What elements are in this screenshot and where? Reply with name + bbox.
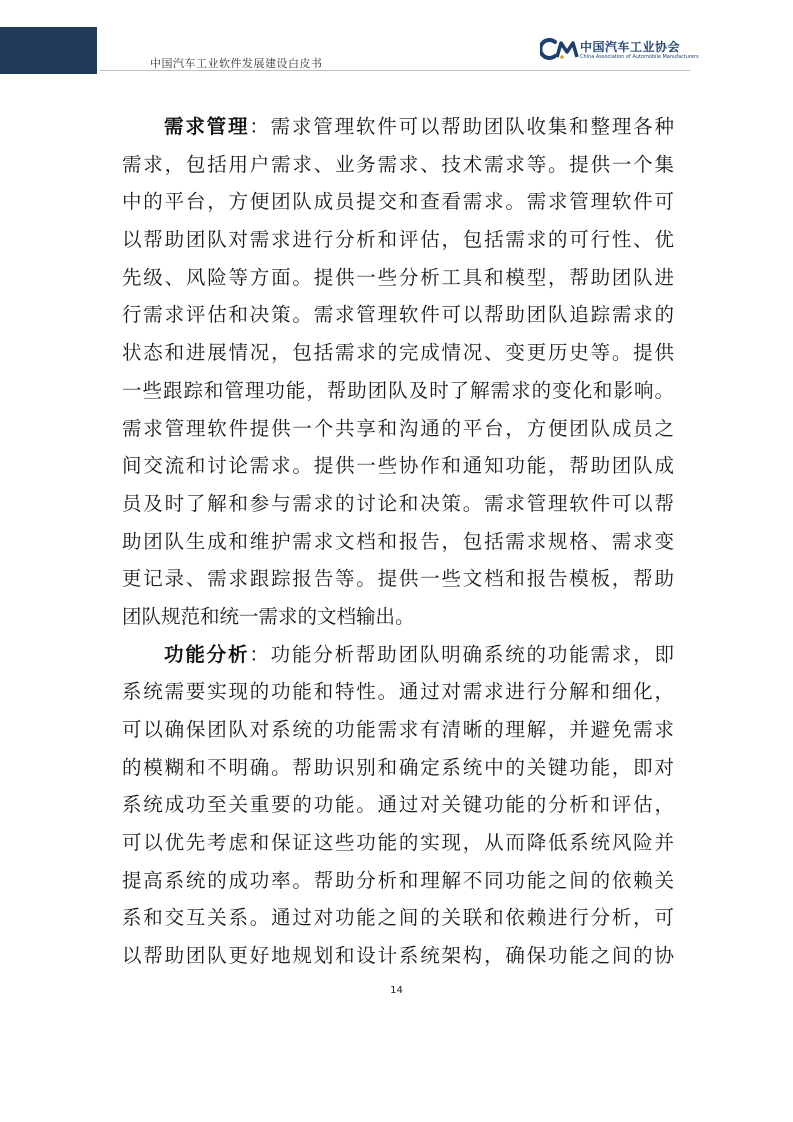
- paragraph-line: 一些跟踪和管理功能，帮助团队及时了解需求的变化和影响。: [122, 378, 674, 402]
- paragraph-line: 需求，包括用户需求、业务需求、技术需求等。提供一个集: [122, 152, 674, 176]
- paragraph-lead-term: 功能分析: [164, 642, 250, 666]
- paragraph-line: 系统成功至关重要的功能。通过对关键功能的分析和评估，: [122, 793, 674, 817]
- paragraph-line: 可以确保团队对系统的功能需求有清晰的理解，并避免需求: [122, 718, 674, 741]
- paragraph-line: 提高系统的成功率。帮助分析和理解不同功能之间的依赖关: [122, 868, 674, 892]
- logo-english-name: China Association of Automobile Manufacturers: [580, 54, 699, 60]
- logo-chinese-name: 中国汽车工业协会: [580, 40, 681, 54]
- paragraph-line: 状态和进展情况，包括需求的完成情况、变更历史等。提供: [122, 341, 674, 365]
- paragraph-line: 先级、风险等方面。提供一些分析工具和模型，帮助团队进: [122, 265, 674, 289]
- line-text: ：功能分析帮助团队明确系统的功能需求，即: [249, 642, 674, 666]
- header-corner-block: [0, 27, 97, 74]
- paragraph-line: 员及时了解和参与需求的讨论和决策。需求管理软件可以帮: [122, 491, 674, 515]
- paragraph-line: 间交流和讨论需求。提供一些协作和通知功能，帮助团队成: [122, 454, 674, 478]
- paragraph-line: 的模糊和不明确。帮助识别和确定系统中的关键功能，即对: [122, 755, 674, 779]
- paragraph-line: 需求管理软件提供一个共享和沟通的平台，方便团队成员之: [122, 416, 674, 440]
- page-number: 14: [390, 985, 403, 996]
- paragraph-line: 更记录、需求跟踪报告等。提供一些文档和报告模板，帮助: [122, 567, 674, 591]
- document-title: 中国汽车工业软件发展建设白皮书: [150, 57, 323, 70]
- caam-logo: [540, 36, 699, 66]
- paragraph-line: 以帮助团队对需求进行分析和评估，包括需求的可行性、优: [122, 228, 674, 252]
- header-divider: [100, 70, 690, 71]
- paragraph-line: 可以优先考虑和保证这些功能的实现，从而降低系统风险并: [122, 831, 674, 855]
- body-content: [122, 108, 674, 975]
- paragraph-line: 中的平台，方便团队成员提交和查看需求。需求管理软件可: [122, 190, 674, 214]
- paragraph-line: [122, 108, 674, 146]
- caam-logo-icon: [540, 38, 582, 60]
- paragraph-line: 系统需要实现的功能和特性。通过对需求进行分解和细化，: [122, 680, 674, 704]
- paragraph-lead-term: 需求管理: [164, 115, 250, 138]
- paragraph-requirements-management: [122, 108, 674, 636]
- paragraph-line: 以帮助团队更好地规划和设计系统架构，确保功能之间的协: [122, 944, 674, 968]
- line-text: ：需求管理软件可以帮助团队收集和整理各种: [249, 115, 674, 138]
- paragraph-function-analysis: [122, 636, 674, 975]
- paragraph-line: 助团队生成和维护需求文档和报告，包括需求规格、需求变: [122, 529, 674, 553]
- paragraph-line: 团队规范和统一需求的文档输出。: [122, 604, 415, 628]
- paragraph-line: 行需求评估和决策。需求管理软件可以帮助团队追踪需求的: [122, 303, 674, 327]
- paragraph-line: [122, 636, 674, 674]
- paragraph-line: 系和交互关系。通过对功能之间的关联和依赖进行分析，可: [122, 906, 674, 930]
